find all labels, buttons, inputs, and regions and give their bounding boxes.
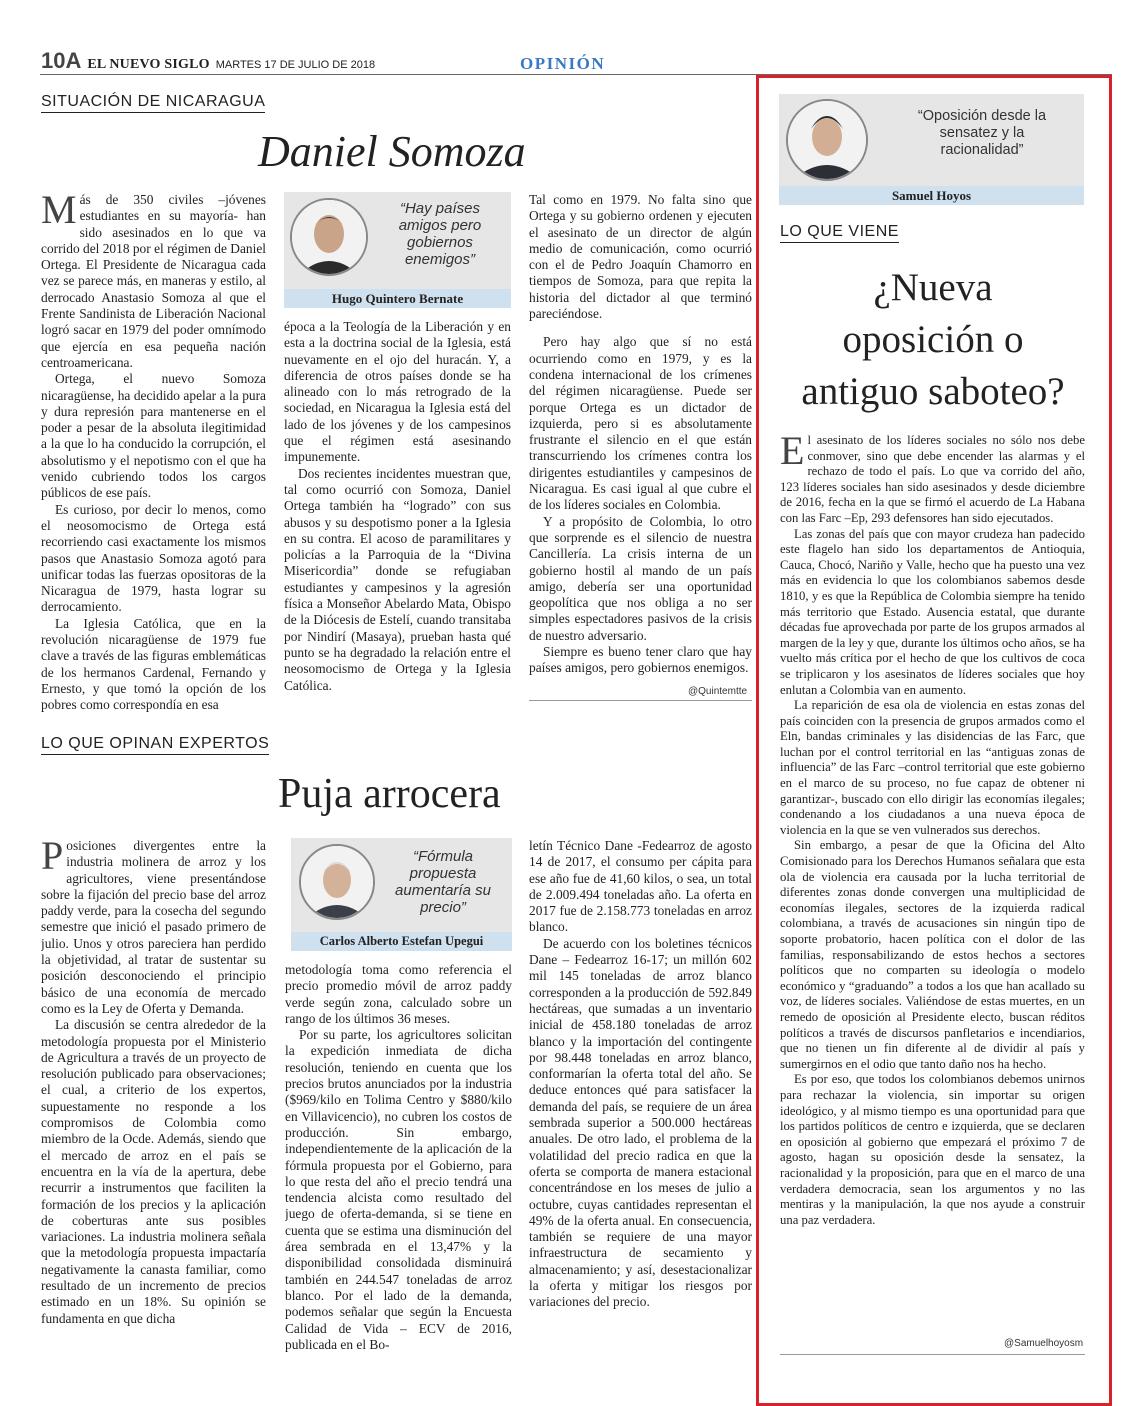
paragraph: época a la Teología de la Liberación y en esta a la doctrina social de la Iglesia, está nuevamente en el ojo del huracán. Y, a diferencia de otros países donde se ha alineado con lo más retrogrado de la sociedad, en Nicaragua la Iglesia está del lado de los jóvenes y de los campesinos que el régimen está asesinando impunemente.: [284, 319, 511, 465]
author-photo: [290, 198, 368, 276]
newspaper-name: EL NUEVO SIGLO: [87, 57, 210, 72]
article3-body: [780, 433, 1085, 1335]
paragraph: Siempre es bueno tener claro que hay países amigos, pero gobiernos enemigos.: [529, 644, 752, 676]
paragraph: letín Técnico Dane -Fedearroz de agosto 14 de 2017, el consumo per cápita para ese año fue de 41,60 kilos, o sea, un total de 2.009.494 toneladas año. La oferta en 2017 fue de 2.158.773 toneladas en arroz blanco.: [529, 838, 752, 935]
author-photo: [299, 844, 375, 920]
author-name: Samuel Hoyos: [779, 186, 1084, 205]
article2-title: Puja arrocera: [278, 771, 501, 817]
paragraph: Por su parte, los agricultores solicitan la expedición inmediata de dicha resolución, teniendo en cuenta que los precios brutos anunciados por la industria ($969/kilo en Tolima Centro y $880/kilo en Villavicencio), no cubren los costos de producción. Sin embargo, independientemente de la aplicación de la fórmula propuesta por el Gobierno, para lo que resta del año el precio tendrá una tendencia alcista como resultado del juego de oferta-demanda, si se tiene en cuenta que se estima una disminución del área sembrada en el 13,47% y la disponibilidad consolidada disminuirá también en 244.547 toneladas de arroz blanco. Por el lado de la demanda, podemos señalar que según la Encuesta Calidad de Vida – ECV de 2016, publicada en el Bo-: [285, 1027, 512, 1352]
author-quote: “Fórmula propuesta aumentaría su precio”: [395, 848, 491, 916]
article2-column-3: [529, 838, 752, 1358]
article2-kicker: LO QUE OPINAN EXPERTOS: [41, 735, 269, 755]
paragraph: Tal como en 1979. No falta sino que Ortega y su gobierno ordenen y ejecuten el asesinato de un director de algún medio de comunicación, como ocurrió con el de Pedro Joaquín Chamorro en tiempos de Somoza, para que repita la historia del dictador al que terminó pareciéndose.: [529, 192, 752, 322]
article1-column-1: [41, 192, 266, 712]
article3-kicker: LO QUE VIENE: [780, 223, 899, 243]
drop-cap: M: [41, 192, 77, 232]
article1-column-3: [529, 192, 752, 692]
author-handle: @Samuelhoyosm: [1004, 1338, 1084, 1349]
paragraph: De acuerdo con los boletines técnicos Dane – Fedearroz 16-17; un millón 602 mil 145 toneladas de arroz blanco corresponden a la producción de 592.849 hectáreas, que sumadas a un inventario inicial de 458.180 toneladas de arroz blanco y la importación del contingente por 98.448 toneladas en arroz blanco, conformarían la oferta total del año. Se deduce entonces qué para satisfacer la demanda del país, se requiere de un área sembrada superior a 500.000 hectáreas anuales. De otro lado, el problema de la volatilidad del precio radica en que la oferta se comporta de manera estacional concentrándose en los meses de julio a octubre, cuyas cantidades representan el 49% de la oferta anual. En consecuencia, también se requiere de una mayor infraestructura de secamiento y almacenamiento; y así, desestacionalizar la oferta y mitigar los riesgos por variaciones del precio.: [529, 935, 752, 1310]
paragraph: Las zonas del país que con mayor crudeza han padecido este flagelo han sido los departamentos de Antioquia, Cauca, Chocó, Nariño y Valle, hecho que ha puesto una vez más en evidencia lo que los colombianos sabemos desde 1810, y es que la República de Colombia siempre ha tenido más territorio que Estado. Ausencia estatal, que durante décadas fue aprovechada por parte de los grupos armados al margen de la ley y que, durante los últimos ocho años, se ha vuelto más crítica por el hecho de que los cultivos de coca se triplicaron y los asesinatos de líderes sociales que hoy enlutan a Colombia van en aumento.: [780, 526, 1085, 697]
article3-title: [770, 262, 1096, 418]
paragraph: Ortega, el nuevo Somoza nicaragüense, ha decidido apelar a la pura y dura represión para mantenerse en el poder a pesar de la absoluta ilegitimidad a la que lo ha conducido la corrupción, el absolutismo y el nepotismo con el que ha venido cubriendo todos los cargos públicos de ese país.: [41, 371, 266, 501]
column-end-rule: [780, 1354, 1085, 1355]
paragraph: Es por eso, que todos los colombianos debemos unirnos para rechazar la violencia, sin importar su origen ideológico, y al mismo tiempo es una oportunidad para que los partidos políticos de centro e izquierda, que se declaren en oposición al gobierno que empezará el próximo 7 de agosto, hagan su oposición desde la sensatez, la racionalidad y la proposición, para que en el marco de una verdadera democracia, sean los argumentos y no las mentiras y la manipulación, la que nos ayude a construir una paz verdadera.: [780, 1072, 1085, 1227]
paragraph: Y a propósito de Colombia, lo otro que sorprende es el silencio de nuestra Cancillería. La crisis interna de un gobierno hostil al mando de un país amigo, debería ser una oportunidad geopolítica que nos obliga a no ser simples espectadores pasivos de la crisis de nuestro adversario.: [529, 513, 752, 643]
author-name: Hugo Quintero Bernate: [284, 289, 511, 308]
author-box: [779, 94, 1084, 205]
paragraph: Dos recientes incidentes muestran que, tal como ocurrió con Somoza, Daniel Ortega también ha “logrado” con sus abusos y su despotismo poner a la Iglesia en su contra. El acoso de paramilitares y policías a la Parroquia de la “Divina Misericordia” donde se refugiaban estudiantes y campesinos y la agresión física a Monseñor Abelardo Mata, Obispo de la Diócesis de Estelí, cuando transitaba por Nindirí (Masaya), prueban hasta qué punto se ha degradado la relación entre el neosomocismo de Ortega y la Iglesia Católica.: [284, 465, 511, 693]
section-title: OPINIÓN: [520, 54, 606, 73]
author-handle: @Quintemtte: [688, 686, 748, 697]
author-photo: [786, 99, 868, 181]
article2-column-2: [285, 962, 512, 1362]
article3-title-line: antiguo saboteo?: [801, 370, 1065, 413]
paragraph: La reparición de esa ola de violencia en estas zonas del país coinciden con la presencia de grupos armados como el Eln, bandas criminales y las disidencias de las Farc, que luchan por el control territorial en las “antiguas zonas de influencia” de las Farc –control territorial que este gobierno en el marco de su proceso, no fue capaz de obtener ni garantizar-, buscado con ello dirigir las economías ilegales; condenando a los ciudadanos a una nueva época de violencia en la que se ven vulnerados sus derechos.: [780, 698, 1085, 837]
paragraph: Es curioso, por decir lo menos, como el neosomocismo de Ortega está recorriendo casi exactamente los mismos pasos que Anastasio Somoza agotó para unificar todas las fuerzas opositoras de la Nicaragua de 1979, hasta lograr su derrocamiento.: [41, 501, 266, 615]
masthead: [41, 48, 375, 74]
paragraph: l asesinato de los líderes sociales no sólo nos debe conmover, sino que debe encender las alarmas y el rechazo de todo el país. Lo que va corrido del año, 123 líderes sociales han sido asesinados y desde diciembre de 2016, fecha en la que se firmó el acuerdo de La Habana con las Farc –Ep, 293 defensores han sido ejecutados.: [780, 433, 1085, 525]
author-name: Carlos Alberto Estefan Upegui: [291, 932, 512, 951]
paragraph: La discusión se centra alrededor de la metodología propuesta por el Ministerio de Agricultura a través de un proyecto de resolución publicado para observaciones; el cual, a criterio de los expertos, supuestamente no responde a los compromisos de Colombia como miembro de la Ocde. Además, siendo que el mercado de arroz en el país se encuentra en la vía de la apertura, debe recurrir a instrumentos que faciliten la formación de los precios y la aplicación de coberturas ante sus posibles variaciones. La industria molinera señala que la metodología propuesta impactaría negativamente la canasta familiar, como resultado de un incremento de precios estimado en un 18%. Su opinión se fundamenta en que dicha: [41, 1017, 266, 1326]
drop-cap: E: [780, 433, 805, 473]
article1-kicker: SITUACIÓN DE NICARAGUA: [41, 93, 265, 113]
article1-title: Daniel Somoza: [258, 127, 526, 176]
article3-title-line: ¿Nueva: [873, 266, 993, 309]
article2-column-1: [41, 838, 266, 1358]
paragraph: La Iglesia Católica, que en la revolución nicaragüense de 1979 fue clave a través de las figuras emblemáticas de los hermanos Cardenal, Fernando y Ernesto, y que tomó la opción de los pobres como correspondía en esa: [41, 615, 266, 712]
author-quote: “Hay países amigos pero gobiernos enemigos”: [398, 200, 482, 268]
article1-column-2: [284, 319, 511, 699]
paragraph: Pero hay algo que sí no está ocurriendo como en 1979, y es la condena internacional de los crímenes del régimen nicaragüense. Puede ser porque Ortega es un dictador de izquierda, pero si es absolutamente frustrante el silencio en el que están transcurriendo los crímenes contra los dirigentes estudiantiles y campesinos de Nicaragua. Es casi igual al que cubre el de los líderes sociales en Colombia.: [529, 334, 752, 513]
author-quote: “Oposición desde la sensatez y la racionalidad”: [917, 108, 1047, 158]
author-box: [291, 838, 512, 951]
paragraph: osiciones divergentes entre la industria molinera de arroz y los agricultores, viene presentándose sobre la fijación del precio base del arroz paddy verde, para la cosecha del segundo semestre que inició el pasado primero de julio. Unos y otros pareciera han perdido la objetividad, al tratar de sustentar su posición desconociendo el principio básico de una economía de mercado como es la Ley de Oferta y Demanda.: [41, 838, 266, 1016]
paragraph: metodología toma como referencia el precio promedio móvil de arroz paddy verde según zona, calculado sobre un rango de los últimos 36 meses.: [285, 962, 512, 1026]
column-end-rule: [529, 700, 752, 701]
paragraph: ás de 350 civiles –jóvenes estudiantes en su mayoría- han sido asesinados en lo que va corrido del 2018 por el régimen de Daniel Ortega. El Presidente de Nicaragua cada vez se parece más, en maneras y estilo, al derrocado Anastasio Somoza al que el Frente Sandinista de Liberación Nacional logró sacar en 1979 del poder omnímodo que ejercía en esa pequeña nación centroamericana.: [41, 192, 266, 370]
article3-title-line: oposición o: [842, 318, 1024, 361]
page-number: 10A: [41, 48, 82, 73]
drop-cap: P: [41, 838, 64, 878]
paragraph: Sin embargo, a pesar de que la Oficina del Alto Comisionado para los Derechos Humanos señalara que esta ola de violencia era causada por la lucha territorial de diferentes zonas donde convergen una multiplicidad de economías ilegales, sectores de la izquierda radical colombiana, a través de acusaciones sin ningún tipo de soporte probatorio, hacen política con el dolor de las familias, responsabilizando de estos hechos a sectores políticos que no comparten su ideología o modelo económico y “graduando” a todos a los que han acallado su voz, de líderes sociales. Valiéndose de estas muertes, en un remedo de oposición al Presidente electo, buscan réditos políticos a través de discursos panfletarios e incendiarios, que no tienen un fin diferente al de dividir al país y sumergirnos en el odio que tanto daño nos ha hecho.: [780, 838, 1085, 1071]
publication-date: MARTES 17 DE JULIO DE 2018: [215, 59, 376, 71]
author-box: [284, 192, 511, 308]
